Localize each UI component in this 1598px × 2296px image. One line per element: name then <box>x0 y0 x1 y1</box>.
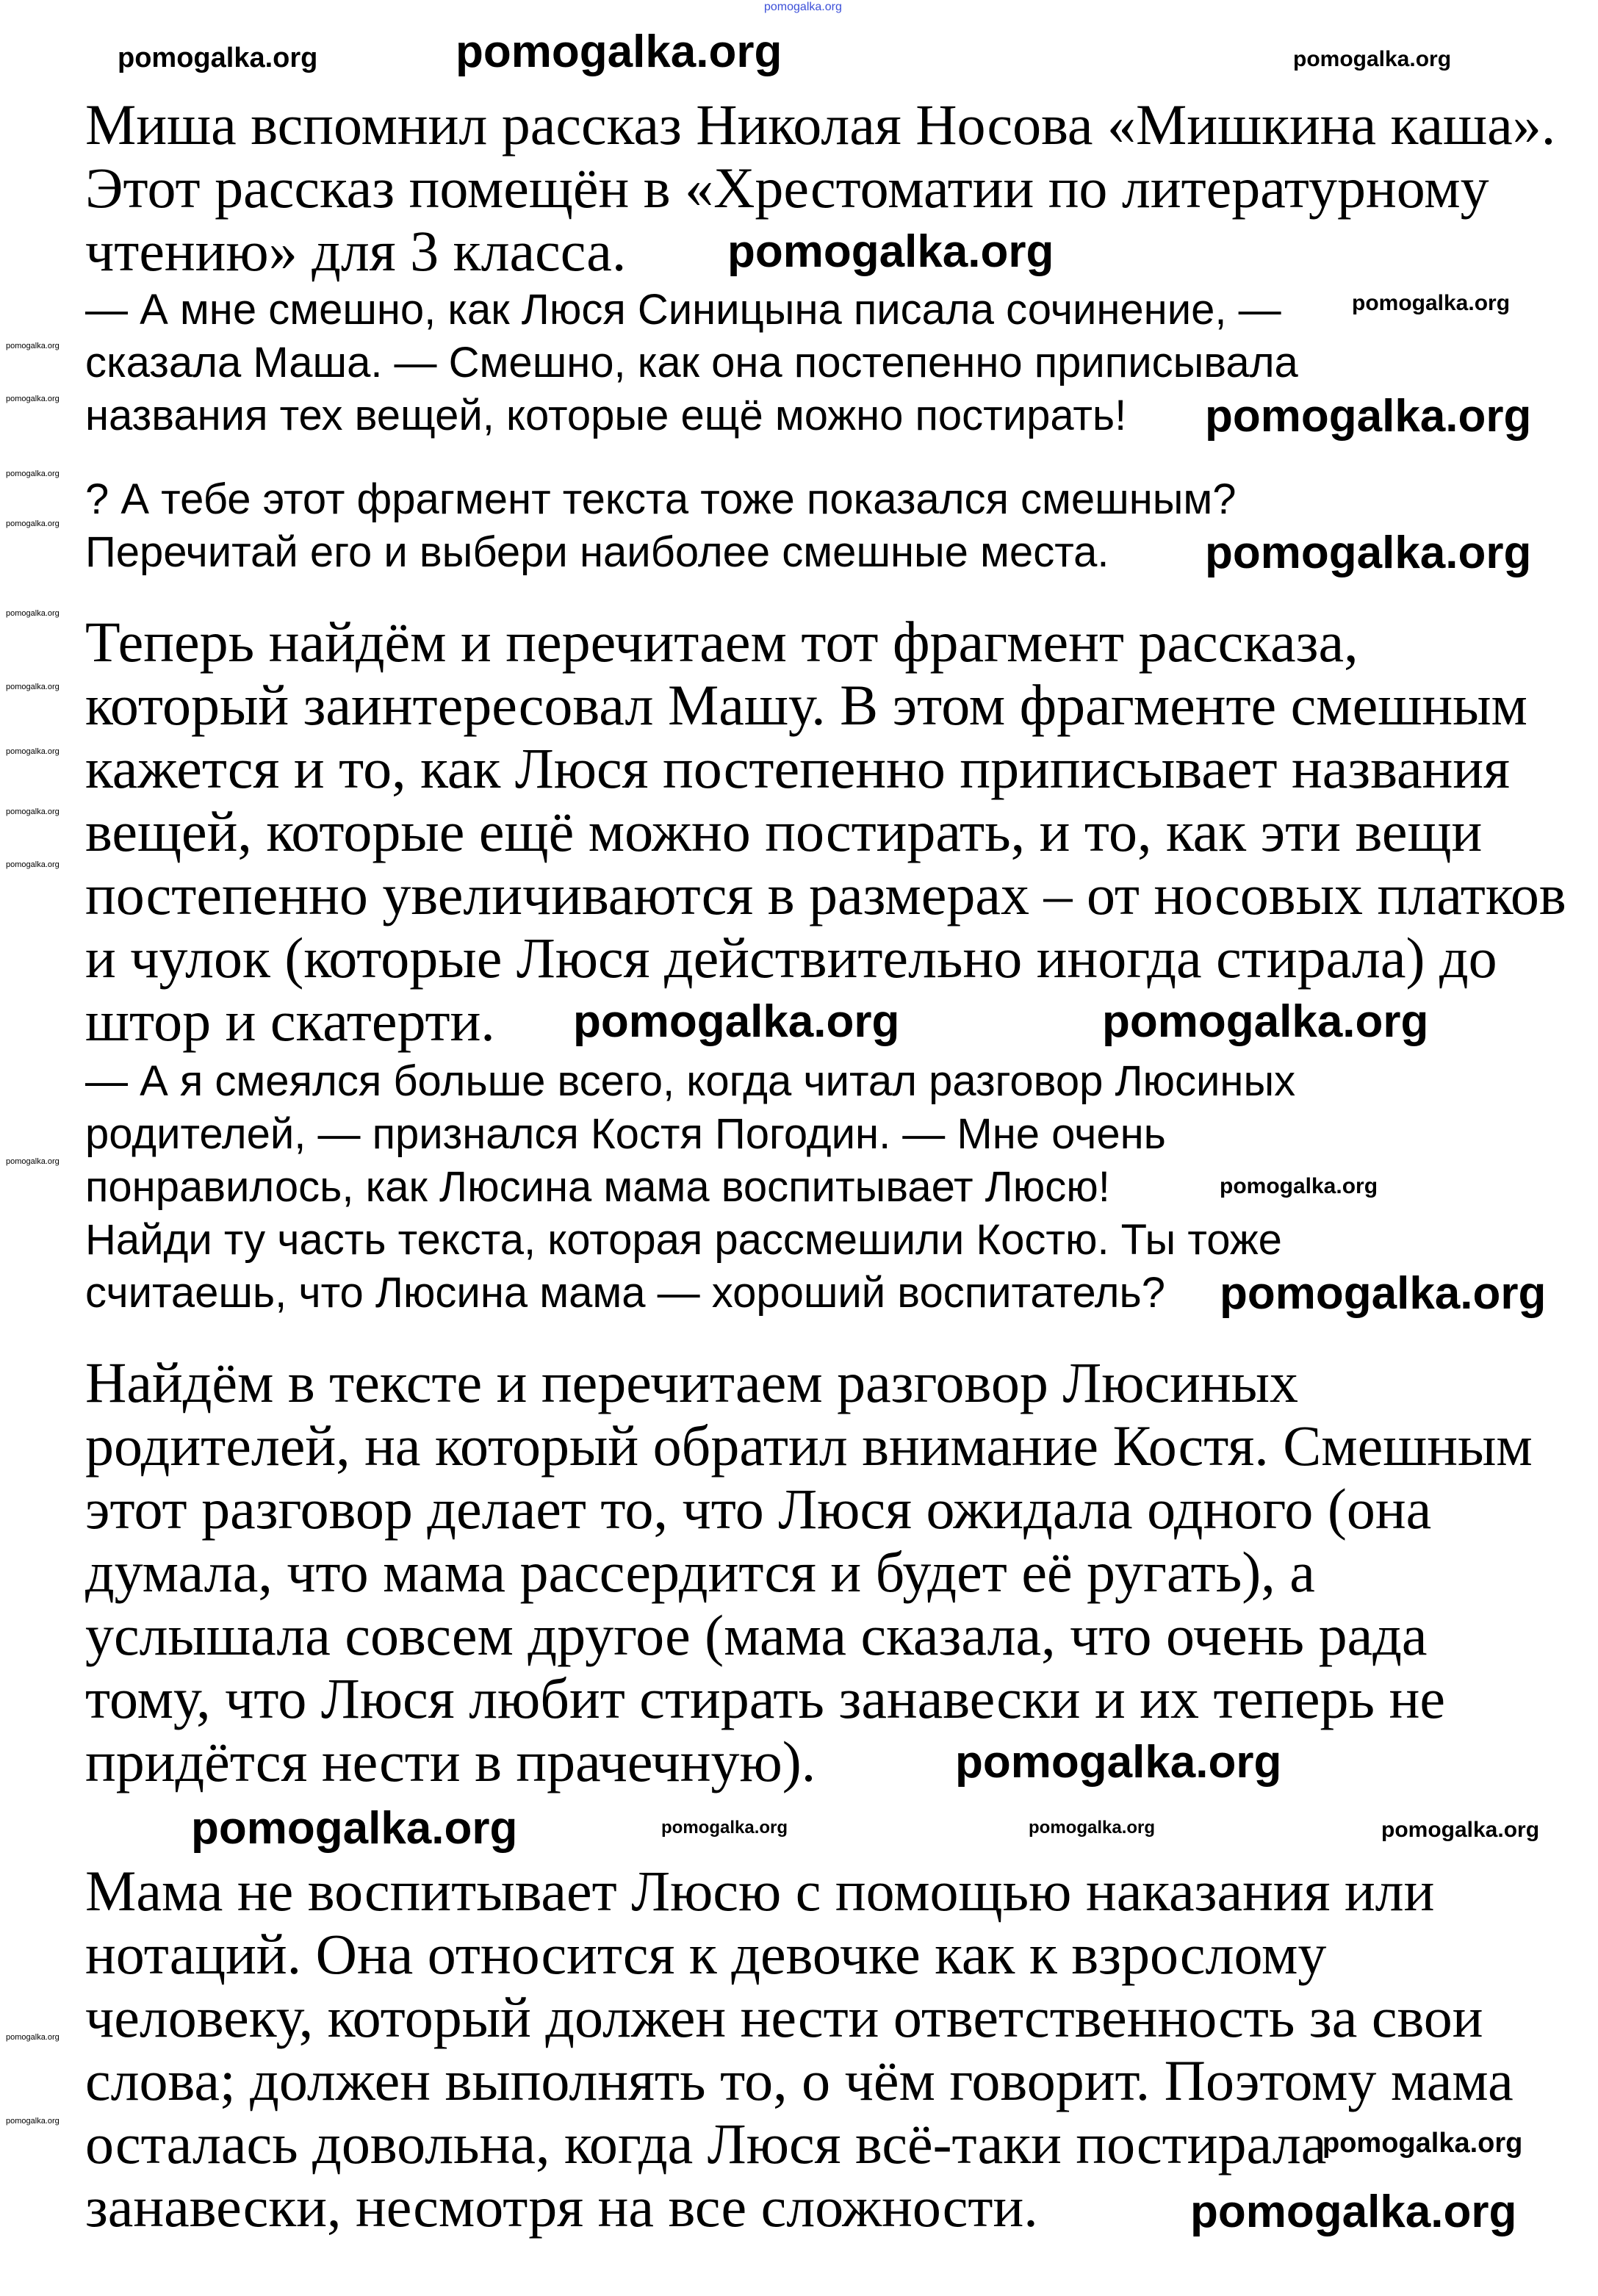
text-line: понравилось, как Люсина мама воспитывает Люсю! <box>85 1163 1110 1211</box>
watermark: pomogalka.org <box>1029 1818 1156 1838</box>
watermark: pomogalka.org <box>6 2117 60 2126</box>
watermark: pomogalka.org <box>1220 1268 1547 1319</box>
text-line: занавески, несмотря на все сложности. <box>85 2175 1038 2239</box>
text-line: — А я смеялся больше всего, когда читал разговор Люсиных <box>85 1057 1296 1105</box>
text-line: Найдём в тексте и перечитаем разговор Люсиных <box>85 1350 1299 1414</box>
text-line: и чулок (которые Люся действительно иногда стирала) до <box>85 926 1497 990</box>
text-line: Мама не воспитывает Люсю с помощью наказания или <box>85 1859 1435 1923</box>
text-line: человеку, который должен нести ответственность за свои <box>85 1985 1483 2049</box>
text-line: Теперь найдём и перечитаем тот фрагмент рассказа, <box>85 610 1358 674</box>
watermark: pomogalka.org <box>6 395 60 403</box>
watermark: pomogalka.org <box>6 683 60 691</box>
text-line: который заинтересовал Машу. В этом фрагменте смешным <box>85 673 1527 737</box>
text-line: постепенно увеличиваются в размерах – от носовых платков <box>85 863 1566 926</box>
watermark: pomogalka.org <box>6 342 60 350</box>
watermark: pomogalka.org <box>1205 391 1532 442</box>
watermark: pomogalka.org <box>727 226 1054 277</box>
watermark: pomogalka.org <box>764 1 842 13</box>
text-line: названия тех вещей, которые ещё можно постирать! <box>85 392 1127 439</box>
watermark: pomogalka.org <box>1381 1818 1540 1842</box>
watermark: pomogalka.org <box>1102 996 1429 1047</box>
text-line: слова; должен выполнять то, о чём говорит. Поэтому мама <box>85 2048 1514 2112</box>
watermark: pomogalka.org <box>6 469 60 478</box>
watermark: pomogalka.org <box>6 519 60 528</box>
watermark: pomogalka.org <box>6 2033 60 2042</box>
watermark: pomogalka.org <box>955 1737 1282 1788</box>
watermark: pomogalka.org <box>6 747 60 756</box>
watermark: pomogalka.org <box>1352 291 1511 315</box>
text-line: родителей, на который обратил внимание Костя. Смешным <box>85 1414 1533 1478</box>
text-line: осталась довольна, когда Люся всё-таки постирала <box>85 2112 1327 2176</box>
text-line: вещей, которые ещё можно постирать, и то, как эти вещи <box>85 799 1483 863</box>
text-line: родителей, — признался Костя Погодин. — Мне очень <box>85 1110 1166 1158</box>
text-line: — А мне смешно, как Люся Синицына писала сочинение, — <box>85 286 1281 334</box>
text-line: этот разговор делает то, что Люся ожидала одного (она <box>85 1477 1432 1541</box>
watermark: pomogalka.org <box>573 996 900 1047</box>
text-line: нотаций. Она относится к девочке как к взрослому <box>85 1922 1327 1986</box>
watermark: pomogalka.org <box>1190 2187 1517 2237</box>
text-line: Этот рассказ помещён в «Хрестоматии по литературному <box>85 156 1489 220</box>
watermark: pomogalka.org <box>1322 2128 1523 2159</box>
watermark: pomogalka.org <box>6 609 60 618</box>
text-line: Миша вспомнил рассказ Николая Носова «Мишкина каша». <box>85 93 1556 156</box>
text-line: услышала совсем другое (мама сказала, что очень рада <box>85 1603 1428 1667</box>
text-line: штор и скатерти. <box>85 989 495 1053</box>
watermark: pomogalka.org <box>6 860 60 869</box>
watermark: pomogalka.org <box>118 43 318 73</box>
text-line: тому, что Люся любит стирать занавески и их теперь не <box>85 1666 1445 1730</box>
watermark: pomogalka.org <box>661 1818 788 1838</box>
text-line: считаешь, что Люсина мама — хороший воспитатель? <box>85 1269 1165 1317</box>
text-line: думала, что мама рассердится и будет её ругать), а <box>85 1540 1315 1604</box>
text-line: сказала Маша. — Смешно, как она постепенно приписывала <box>85 339 1298 386</box>
watermark: pomogalka.org <box>456 26 782 77</box>
watermark: pomogalka.org <box>1205 528 1532 578</box>
watermark: pomogalka.org <box>1220 1174 1378 1198</box>
text-line: придётся нести в прачечную). <box>85 1730 816 1793</box>
text-line: Перечитай его и выбери наиболее смешные места. <box>85 528 1109 576</box>
watermark: pomogalka.org <box>1293 47 1452 71</box>
text-line: Найди ту часть текста, которая рассмешили Костю. Ты тоже <box>85 1216 1282 1264</box>
text-line: ? А тебе этот фрагмент текста тоже показался смешным? <box>85 475 1237 523</box>
watermark: pomogalka.org <box>6 807 60 816</box>
text-line: кажется и то, как Люся постепенно приписывает названия <box>85 736 1510 800</box>
text-line: чтению» для 3 класса. <box>85 219 627 283</box>
watermark: pomogalka.org <box>191 1803 518 1854</box>
watermark: pomogalka.org <box>6 1157 60 1166</box>
